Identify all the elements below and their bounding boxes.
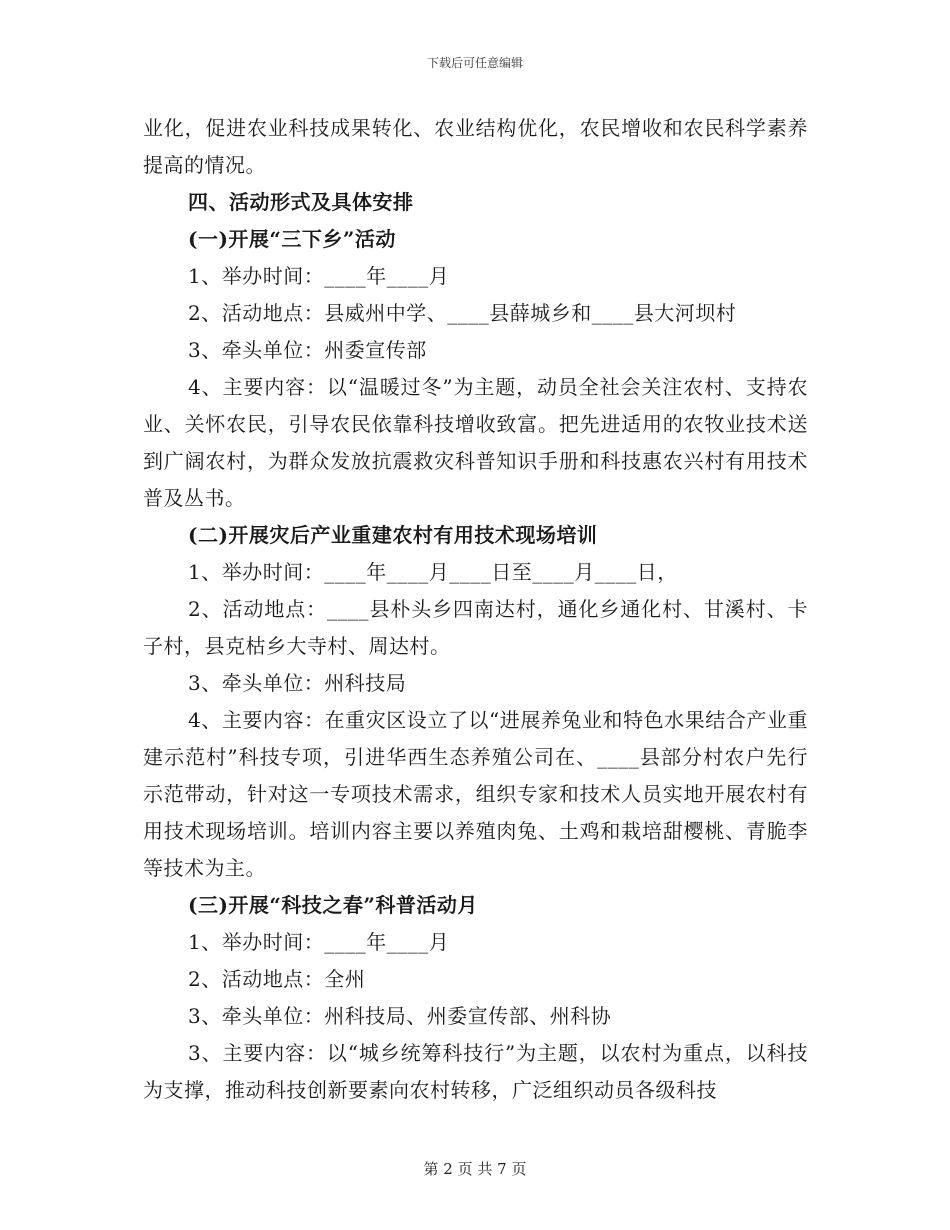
- body-paragraph: 1、举办时间：____年____月: [188, 264, 450, 288]
- body-paragraph: 3、主要内容：以“城乡统筹科技行”为主题，以农村为重点，以科技为支撑，推动科技创新要素向农村转移，广泛组织动员各级科技: [143, 1041, 808, 1102]
- body-paragraph: 3、牵头单位：州科技局: [188, 671, 407, 695]
- section-heading: (一)开展“三下乡”活动: [188, 227, 396, 251]
- body-paragraph: 业化，促进农业科技成果转化、农业结构优化，农民增收和农民科学素养提高的情况。: [143, 116, 808, 177]
- section-heading: (三)开展“科技之春”科普活动月: [188, 893, 478, 917]
- body-paragraph: 1、举办时间：____年____月____日至____月____日，: [188, 560, 678, 584]
- body-paragraph: 4、主要内容：在重灾区设立了以“进展养兔业和特色水果结合产业重建示范村”科技专项，引进华西生态养殖公司在、____县部分村农户先行示范带动，针对这一专项技术需求，组织专家和技术人员实地开展农村有用技术现场培训。培训内容主要以养殖肉兔、土鸡和栽培甜樱桃、青脆李等技术为主。: [143, 708, 808, 880]
- document-body: [143, 110, 808, 1109]
- body-paragraph: 2、活动地点：县威州中学、____县薛城乡和____县大河坝村: [188, 301, 737, 325]
- page-footer: 第 2 页 共 7 页: [423, 1160, 527, 1178]
- body-paragraph: 3、牵头单位：州科技局、州委宣传部、州科协: [188, 1004, 612, 1028]
- body-paragraph: 2、活动地点：____县朴头乡四南达村，通化乡通化村、甘溪村、卡子村，县克枯乡大寺村、周达村。: [143, 597, 808, 658]
- section-heading: (二)开展灾后产业重建农村有用技术现场培训: [188, 523, 598, 547]
- body-paragraph: 2、活动地点：全州: [188, 967, 366, 991]
- header-note: 下载后可任意编辑: [426, 56, 523, 70]
- body-paragraph: 3、牵头单位：州委宣传部: [188, 338, 427, 362]
- section-heading: 四、活动形式及具体安排: [188, 190, 414, 214]
- body-paragraph: 1、举办时间：____年____月: [188, 930, 450, 954]
- body-paragraph: 4、主要内容：以“温暖过冬”为主题，动员全社会关注农村、支持农业、关怀农民，引导农民依靠科技增收致富。把先进适用的农牧业技术送到广阔农村，为群众发放抗震救灾科普知识手册和科技惠农兴村有用技术普及丛书。: [143, 375, 808, 510]
